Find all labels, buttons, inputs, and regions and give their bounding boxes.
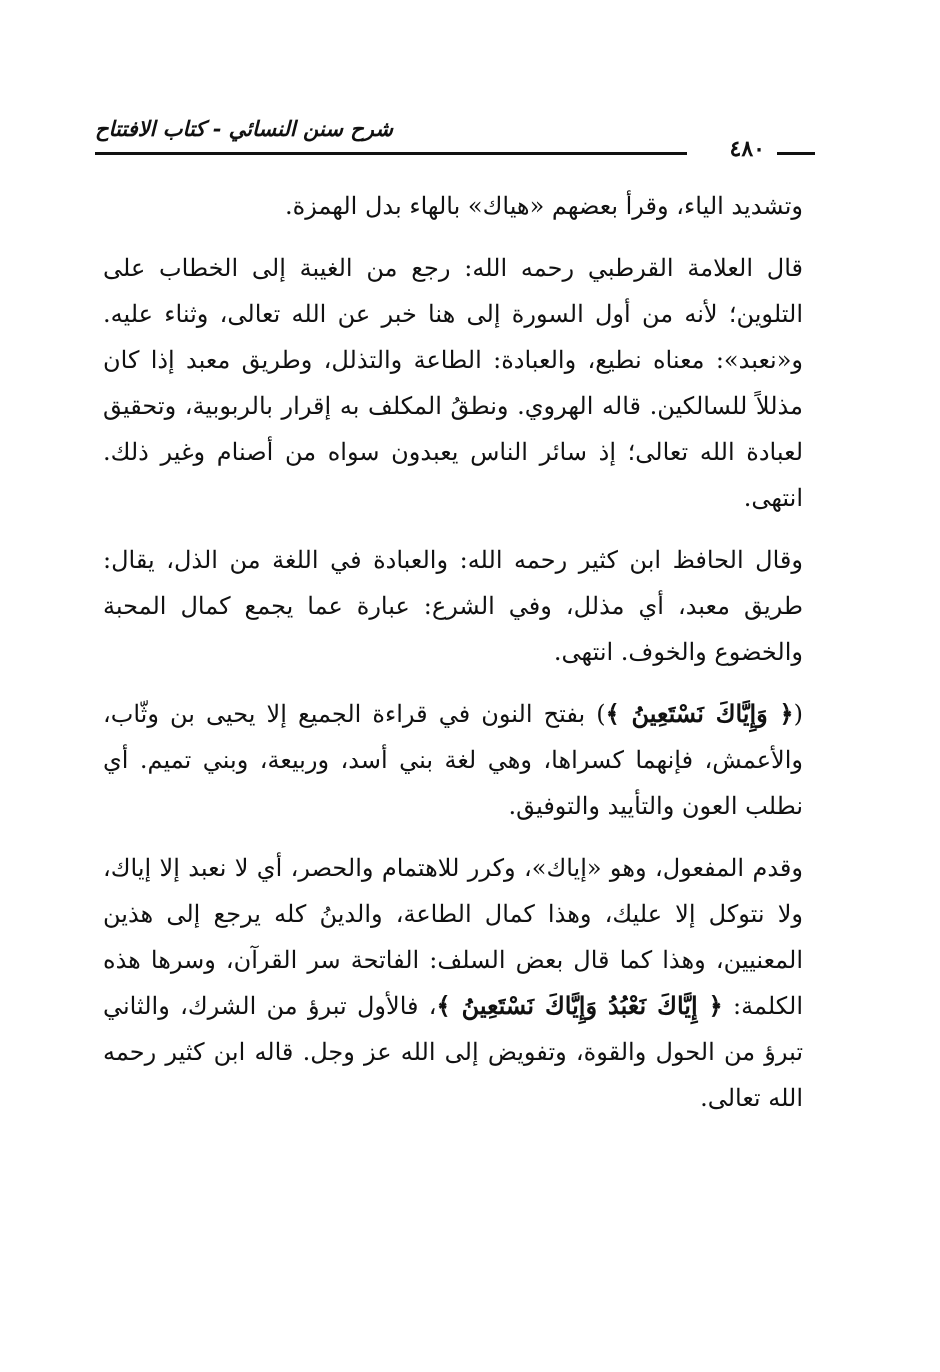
body-text bbox=[103, 183, 803, 1137]
quran-verse: ﴿ إِيَّاكَ نَعْبُدُ وَإِيَّاكَ نَسْتَعِينُ ﴾ bbox=[436, 991, 723, 1020]
header-rule bbox=[95, 152, 687, 155]
page-number: ٤٨٠ bbox=[729, 136, 765, 162]
running-title: شرح سنن النسائي - كتاب الافتتاح bbox=[95, 116, 393, 141]
paragraph-4 bbox=[103, 691, 803, 829]
paragraph-5 bbox=[103, 845, 803, 1121]
page-number-dash bbox=[777, 152, 815, 155]
paragraph-2: قال العلامة القرطبي رحمه الله: رجع من الغيبة إلى الخطاب على التلوين؛ لأنه من أول السورة إلى هنا خبر عن الله تعالى، وثناء عليه. و«نعبد»: معناه نطيع، والعبادة: الطاعة والتذلل، وطريق معبد إذا كان مذللاً للسالكين. قاله الهروي. ونطقُ المكلف به إقرار بالربوبية، وتحقيق لعبادة الله تعالى؛ إذ سائر الناس يعبدون سواه من أصنام وغير ذلك. انتهى. bbox=[103, 254, 803, 512]
paragraph-5-text-after: ، فالأول تبرؤ من الشرك، والثاني تبرؤ من الحول والقوة، وتفويض إلى الله عز وجل. قاله ابن كثير رحمه الله تعالى. bbox=[103, 992, 803, 1112]
paragraph-5-text-before: وقدم المفعول، وهو «إياك»، وكرر للاهتمام والحصر، أي لا نعبد إلا إياك، ولا نتوكل إلا عليك، وهذا كمال الطاعة، والدينُ كله يرجع إلى هذين المعنيين، وهذا كما قال بعض السلف: الفاتحة سر القرآن، وسرها هذه الكلمة: bbox=[103, 854, 803, 1020]
quran-verse: ﴿ وَإِيَّاكَ نَسْتَعِينُ ﴾ bbox=[605, 699, 794, 728]
open-paren: ( bbox=[793, 700, 803, 728]
paragraph-3: وقال الحافظ ابن كثير رحمه الله: والعبادة في اللغة من الذل، يقال: طريق معبد، أي مذلل، وفي الشرع: عبارة عما يجمع كمال المحبة والخضوع والخوف. انتهى. bbox=[103, 546, 803, 666]
page-header bbox=[95, 108, 815, 168]
paragraph-4-text: ) بفتح النون في قراءة الجميع إلا يحيى بن وثّاب، والأعمش، فإنهما كسراها، وهي لغة بني أسد، وربيعة، وبني تميم. أي نطلب العون والتأييد والتوفيق. bbox=[103, 700, 803, 820]
paragraph-1: وتشديد الياء، وقرأ بعضهم «هياك» بالهاء بدل الهمزة. bbox=[284, 192, 803, 220]
